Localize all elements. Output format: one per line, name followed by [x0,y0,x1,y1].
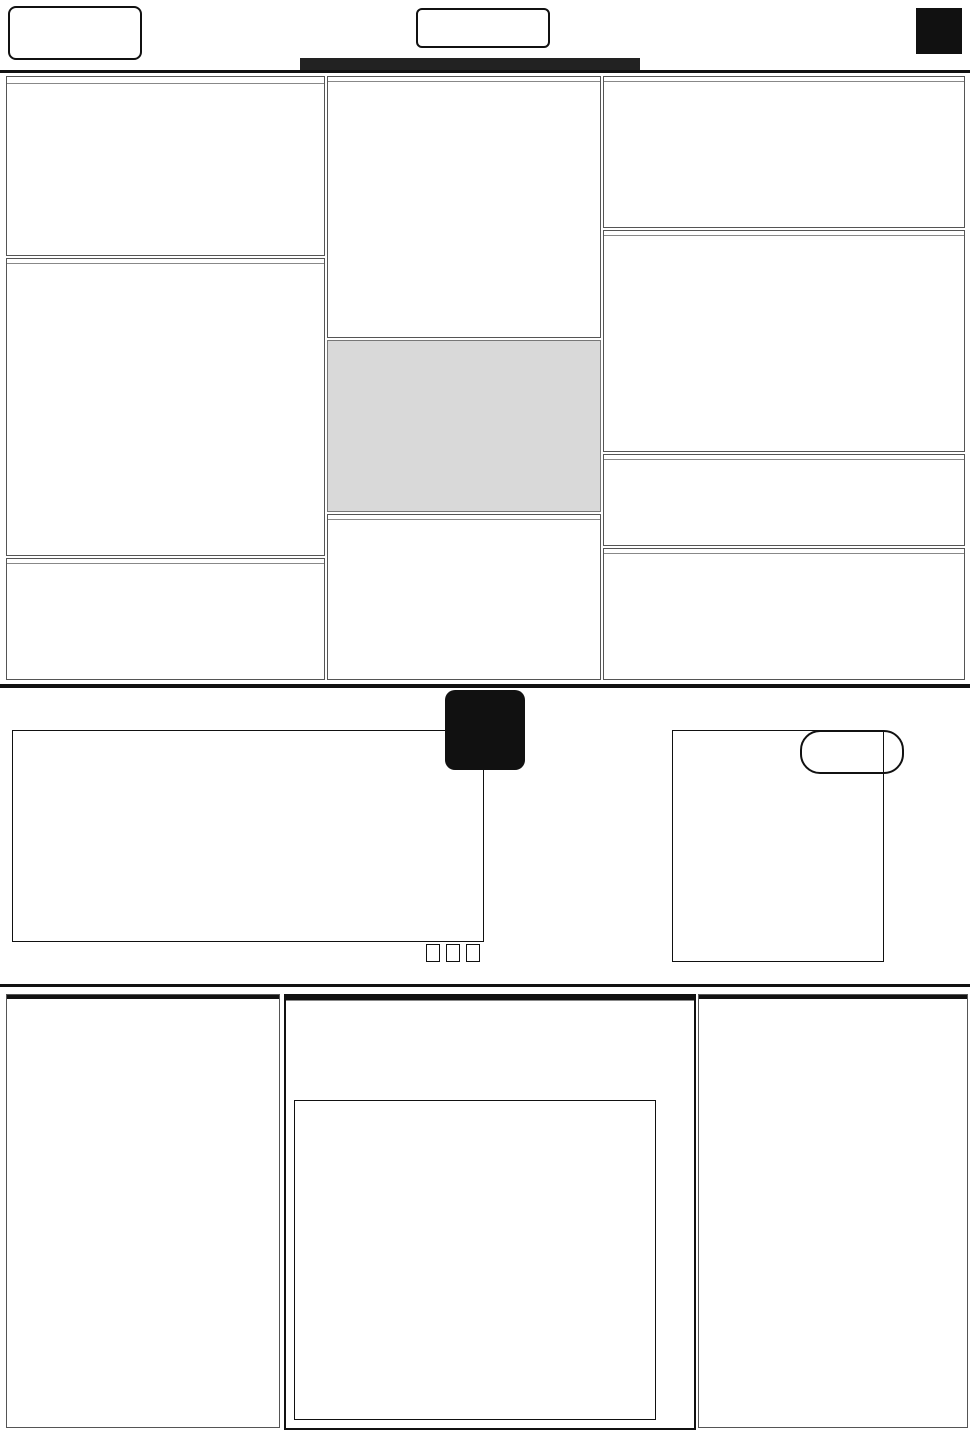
clues-regular-body [699,999,967,1003]
article-body [604,236,964,242]
help-body [495,782,667,788]
page-number [916,8,962,54]
article-body [328,520,600,526]
article-body [7,564,324,570]
article-zarif [6,258,325,556]
newspaper-logo [8,6,142,60]
article-football [603,454,965,546]
crossword-grid [294,1100,656,1420]
clues-regular [698,994,968,1428]
section-title [416,8,550,48]
article-bitter-ending [603,548,965,680]
clues-special-body [7,999,279,1003]
page-header [0,0,970,73]
solution-title [446,944,460,962]
article-ghadir [6,76,325,256]
english-name-bar [300,58,640,70]
article-body [604,554,964,560]
article-central-bank [327,514,601,680]
crossword-row-numbers [668,1100,690,1418]
article-body [604,460,964,466]
main-crossword [284,994,696,1430]
article-body [7,84,324,90]
article-body [328,82,600,88]
solution-option-regular [466,944,480,962]
article-bourse [603,76,965,228]
solution-option-special [426,944,440,962]
article-trump [6,558,325,680]
newspaper-illustration [327,340,601,512]
crossword-intro [286,1001,694,1007]
kakuro-help [495,780,667,960]
divider [0,684,970,688]
solution-grid [12,730,484,942]
article-wallstreet [327,76,601,338]
clues-special [6,994,280,1428]
divider [0,984,970,987]
article-phone-prices [603,230,965,452]
article-body [604,82,964,88]
article-body [7,264,324,270]
solution-label-bar [160,944,480,962]
kakuro-grid [672,730,884,962]
